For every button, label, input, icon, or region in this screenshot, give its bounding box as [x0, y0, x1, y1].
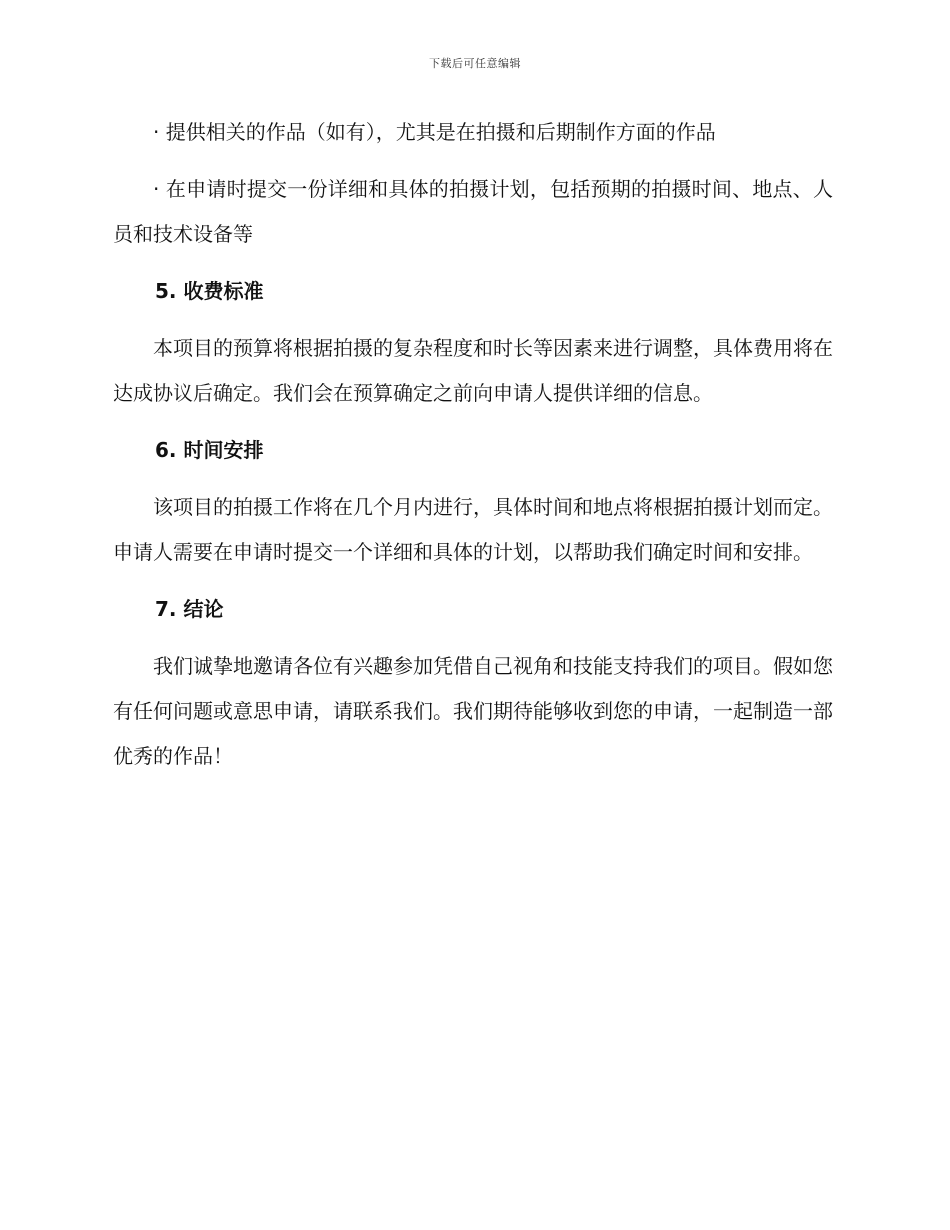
section-body-schedule: 该项目的拍摄工作将在几个月内进行，具体时间和地点将根据拍摄计划而定。申请人需要在申请时提交一个详细和具体的计划，以帮助我们确定时间和安排。: [113, 495, 833, 564]
section-body-fees: 本项目的预算将根据拍摄的复杂程度和时长等因素来进行调整，具体费用将在达成协议后确定。我们会在预算确定之前向申请人提供详细的信息。: [113, 336, 833, 405]
section-heading-conclusion: 7. 结论: [155, 597, 224, 621]
document-body: [113, 110, 833, 779]
page-header-note: 下载后可任意编辑: [429, 57, 521, 70]
bullet-submit-works: · 提供相关的作品（如有），尤其是在拍摄和后期制作方面的作品: [153, 120, 716, 144]
bullet-submit-plan: · 在申请时提交一份详细和具体的拍摄计划，包括预期的拍摄时间、地点、人员和技术设备等: [113, 177, 833, 246]
section-heading-schedule: 6. 时间安排: [155, 438, 264, 462]
section-body-conclusion: 我们诚挚地邀请各位有兴趣参加凭借自己视角和技能支持我们的项目。假如您有任何问题或意思申请，请联系我们。我们期待能够收到您的申请，一起制造一部优秀的作品！: [113, 654, 833, 768]
section-heading-fees: 5. 收费标准: [155, 279, 264, 303]
